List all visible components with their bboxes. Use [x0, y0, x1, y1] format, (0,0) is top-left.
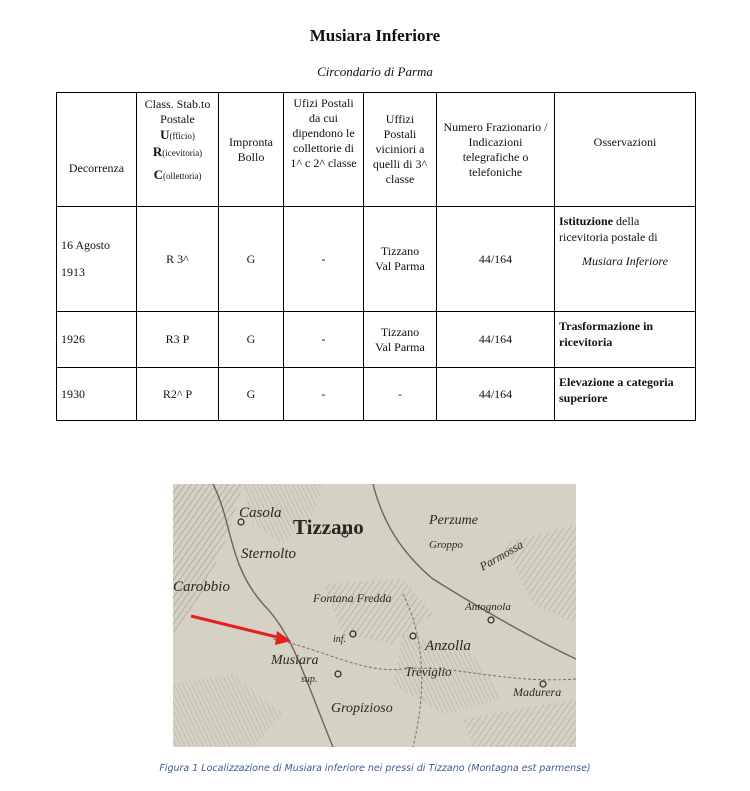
cell-impronta: G — [219, 207, 284, 312]
map-label-casola: Casola — [239, 505, 282, 521]
map-label-anzolla: Anzolla — [425, 638, 471, 654]
header-class-line2: Postale — [160, 112, 195, 126]
map-label-antognola: Antognola — [465, 601, 511, 613]
cell-uffizi-vicini: Tizzano Val Parma — [364, 312, 437, 368]
cell-decorrenza: 1926 — [57, 312, 137, 368]
map-label-inf: inf. — [333, 634, 347, 645]
map-label-sup: sup. — [301, 674, 318, 685]
cell-decorrenza: 16 Agosto 1913 — [57, 207, 137, 312]
cell-impronta: G — [219, 312, 284, 368]
header-class-c: C(ollettoria) — [153, 167, 202, 182]
cell-decorrenza: 1930 — [57, 368, 137, 421]
cell-uffizi-vicini: - — [364, 368, 437, 421]
map-svg — [173, 484, 576, 747]
table-row — [57, 368, 696, 421]
header-class-r: R(icevitoria) — [152, 144, 203, 159]
map-label-musiara: Musiara — [271, 653, 319, 668]
postal-history-table — [56, 92, 696, 421]
header-osservazioni: Osservazioni — [555, 93, 696, 207]
map-label-gropizioso: Gropizioso — [331, 701, 393, 716]
map-label-groppo: Groppo — [429, 539, 463, 551]
header-impronta: Impronta Bollo — [219, 93, 284, 207]
map-label-parmossa: Parmossa — [477, 537, 526, 574]
cell-ufizi: - — [284, 312, 364, 368]
map-label-tizzano: Tizzano — [293, 515, 364, 539]
cell-numero: 44/164 — [437, 312, 555, 368]
header-classificazione — [137, 93, 219, 207]
header-uffizi-vicini: Uffizi Postali viciniori a quelli di 3^ classe — [364, 93, 437, 207]
cell-classificazione: R2^ P — [137, 368, 219, 421]
map-label-carobbio: Carobbio — [173, 579, 230, 595]
page-title: Musiara Inferiore — [309, 26, 441, 45]
map-label-perzume: Perzume — [429, 513, 478, 528]
map-label-treviglio: Treviglio — [405, 664, 452, 679]
table-row — [57, 312, 696, 368]
header-ufizi: Ufizi Postali da cui dipendono le collettorie di 1^ c 2^ classe — [284, 93, 364, 207]
cell-osservazioni: Trasformazione in ricevitoria — [555, 312, 696, 368]
header-numero: Numero Frazionario / Indicazioni telegrafiche o telefoniche — [437, 93, 555, 207]
header-class-line1: Class. Stab.to — [144, 97, 211, 111]
figure-caption: Figura 1 Localizzazione di Musiara inferiore nei pressi di Tizzano (Montagna est parmense) — [159, 763, 591, 774]
table-row — [57, 207, 696, 312]
cell-classificazione: R 3^ — [137, 207, 219, 312]
cell-ufizi: - — [284, 368, 364, 421]
map-label-fontana: Fontana Fredda — [313, 591, 392, 605]
cell-osservazioni: Istituzione della ricevitoria postale di Musiara Inferiore — [555, 207, 696, 312]
page-subtitle: Circondario di Parma — [317, 64, 433, 79]
table-header-row — [57, 93, 696, 207]
cell-classificazione: R3 P — [137, 312, 219, 368]
map-label-madurera: Madurera — [513, 685, 562, 699]
header-class-u: U(fficio) — [160, 127, 195, 142]
cell-numero: 44/164 — [437, 207, 555, 312]
cell-uffizi-vicini: Tizzano Val Parma — [364, 207, 437, 312]
cell-ufizi: - — [284, 207, 364, 312]
cell-osservazioni: Elevazione a categoria superiore — [555, 368, 696, 421]
cell-impronta: G — [219, 368, 284, 421]
historic-map — [173, 484, 576, 747]
cell-numero: 44/164 — [437, 368, 555, 421]
map-label-sternolto: Sternolto — [241, 546, 296, 562]
header-decorrenza: Decorrenza — [57, 93, 137, 207]
